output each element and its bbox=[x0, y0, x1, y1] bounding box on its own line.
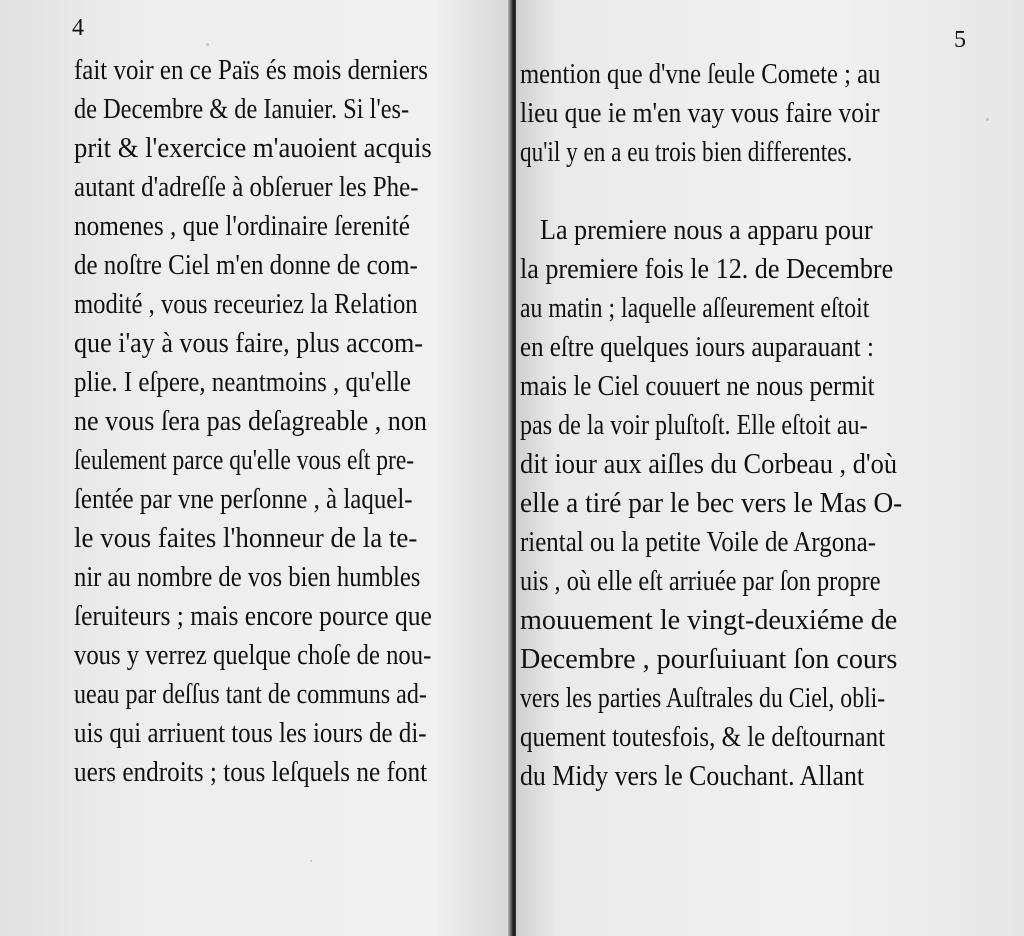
text-line: dit iour aux aiſles du Corbeau , d'où bbox=[520, 448, 898, 480]
text-line: de Decembre & de Ianuier. Si l'es- bbox=[74, 93, 410, 125]
text-line: nomenes , que l'ordinaire ſerenité bbox=[74, 210, 410, 242]
text-line: fait voir en ce Païs és mois derniers bbox=[74, 54, 428, 86]
text-line: de noſtre Ciel m'en donne de com- bbox=[74, 249, 418, 281]
page-number-left: 4 bbox=[72, 15, 84, 41]
text-line: mouuement le vingt-deuxiéme de bbox=[520, 604, 898, 636]
text-line: le vous faites l'honneur de la te- bbox=[74, 522, 418, 554]
text-line: vers les parties Auſtrales du Ciel, obli- bbox=[520, 682, 886, 714]
text-line: ſentée par vne perſonne , à laquel- bbox=[74, 483, 413, 515]
text-line: que i'ay à vous faire, plus accom- bbox=[74, 327, 423, 359]
text-line: uers endroits ; tous leſquels ne font bbox=[74, 756, 428, 788]
text-line: Decembre , pourſuiuant ſon cours bbox=[520, 643, 898, 675]
text-line: au matin ; laquelle aſſeurement eſtoit bbox=[520, 292, 870, 324]
text-line: quement toutesfois, & le deſtournant bbox=[520, 721, 886, 753]
text-line: uis , où elle eſt arriuée par ſon propre bbox=[520, 565, 881, 597]
text-line: ſeulement parce qu'elle vous eſt pre- bbox=[74, 444, 415, 476]
text-line: ſeruiteurs ; mais encore pource que bbox=[74, 600, 432, 632]
paper-speck bbox=[986, 118, 989, 121]
text-line: autant d'adreſſe à obſeruer les Phe- bbox=[74, 171, 419, 203]
text-line: nir au nombre de vos bien humbles bbox=[74, 561, 421, 593]
text-line: riental ou la petite Voile de Argona- bbox=[520, 526, 877, 558]
paper-speck bbox=[310, 860, 312, 862]
page-number-right: 5 bbox=[954, 27, 966, 53]
text-line: plie. I eſpere, neantmoins , qu'elle bbox=[74, 366, 411, 398]
text-line: pas de la voir pluſtoſt. Elle eſtoit au- bbox=[520, 409, 868, 441]
text-line: qu'il y en a eu trois bien differentes. bbox=[520, 136, 853, 168]
paper-speck bbox=[206, 43, 209, 46]
text-line: mention que d'vne ſeule Comete ; au bbox=[520, 58, 881, 90]
text-line: prit & l'exercice m'auoient acquis bbox=[74, 132, 432, 164]
text-line: lieu que ie m'en vay vous faire voir bbox=[520, 97, 880, 129]
text-line: mais le Ciel couuert ne nous permit bbox=[520, 370, 875, 402]
text-line: du Midy vers le Couchant. Allant bbox=[520, 760, 865, 792]
text-line: ueau par deſſus tant de communs ad- bbox=[74, 678, 427, 710]
text-line: ne vous ſera pas deſagreable , non bbox=[74, 405, 427, 437]
right-page bbox=[516, 0, 1024, 936]
text-line: vous y verrez quelque choſe de nou- bbox=[74, 639, 432, 671]
text-line: en eſtre quelques iours auparauant : bbox=[520, 331, 874, 363]
text-line: modité , vous receuriez la Relation bbox=[74, 288, 418, 320]
text-line: uis qui arriuent tous les iours de di- bbox=[74, 717, 427, 749]
text-line: La premiere nous a apparu pour bbox=[540, 214, 873, 246]
text-line: elle a tiré par le bec vers le Mas O- bbox=[520, 487, 903, 519]
text-line: la premiere fois le 12. de Decembre bbox=[520, 253, 894, 285]
